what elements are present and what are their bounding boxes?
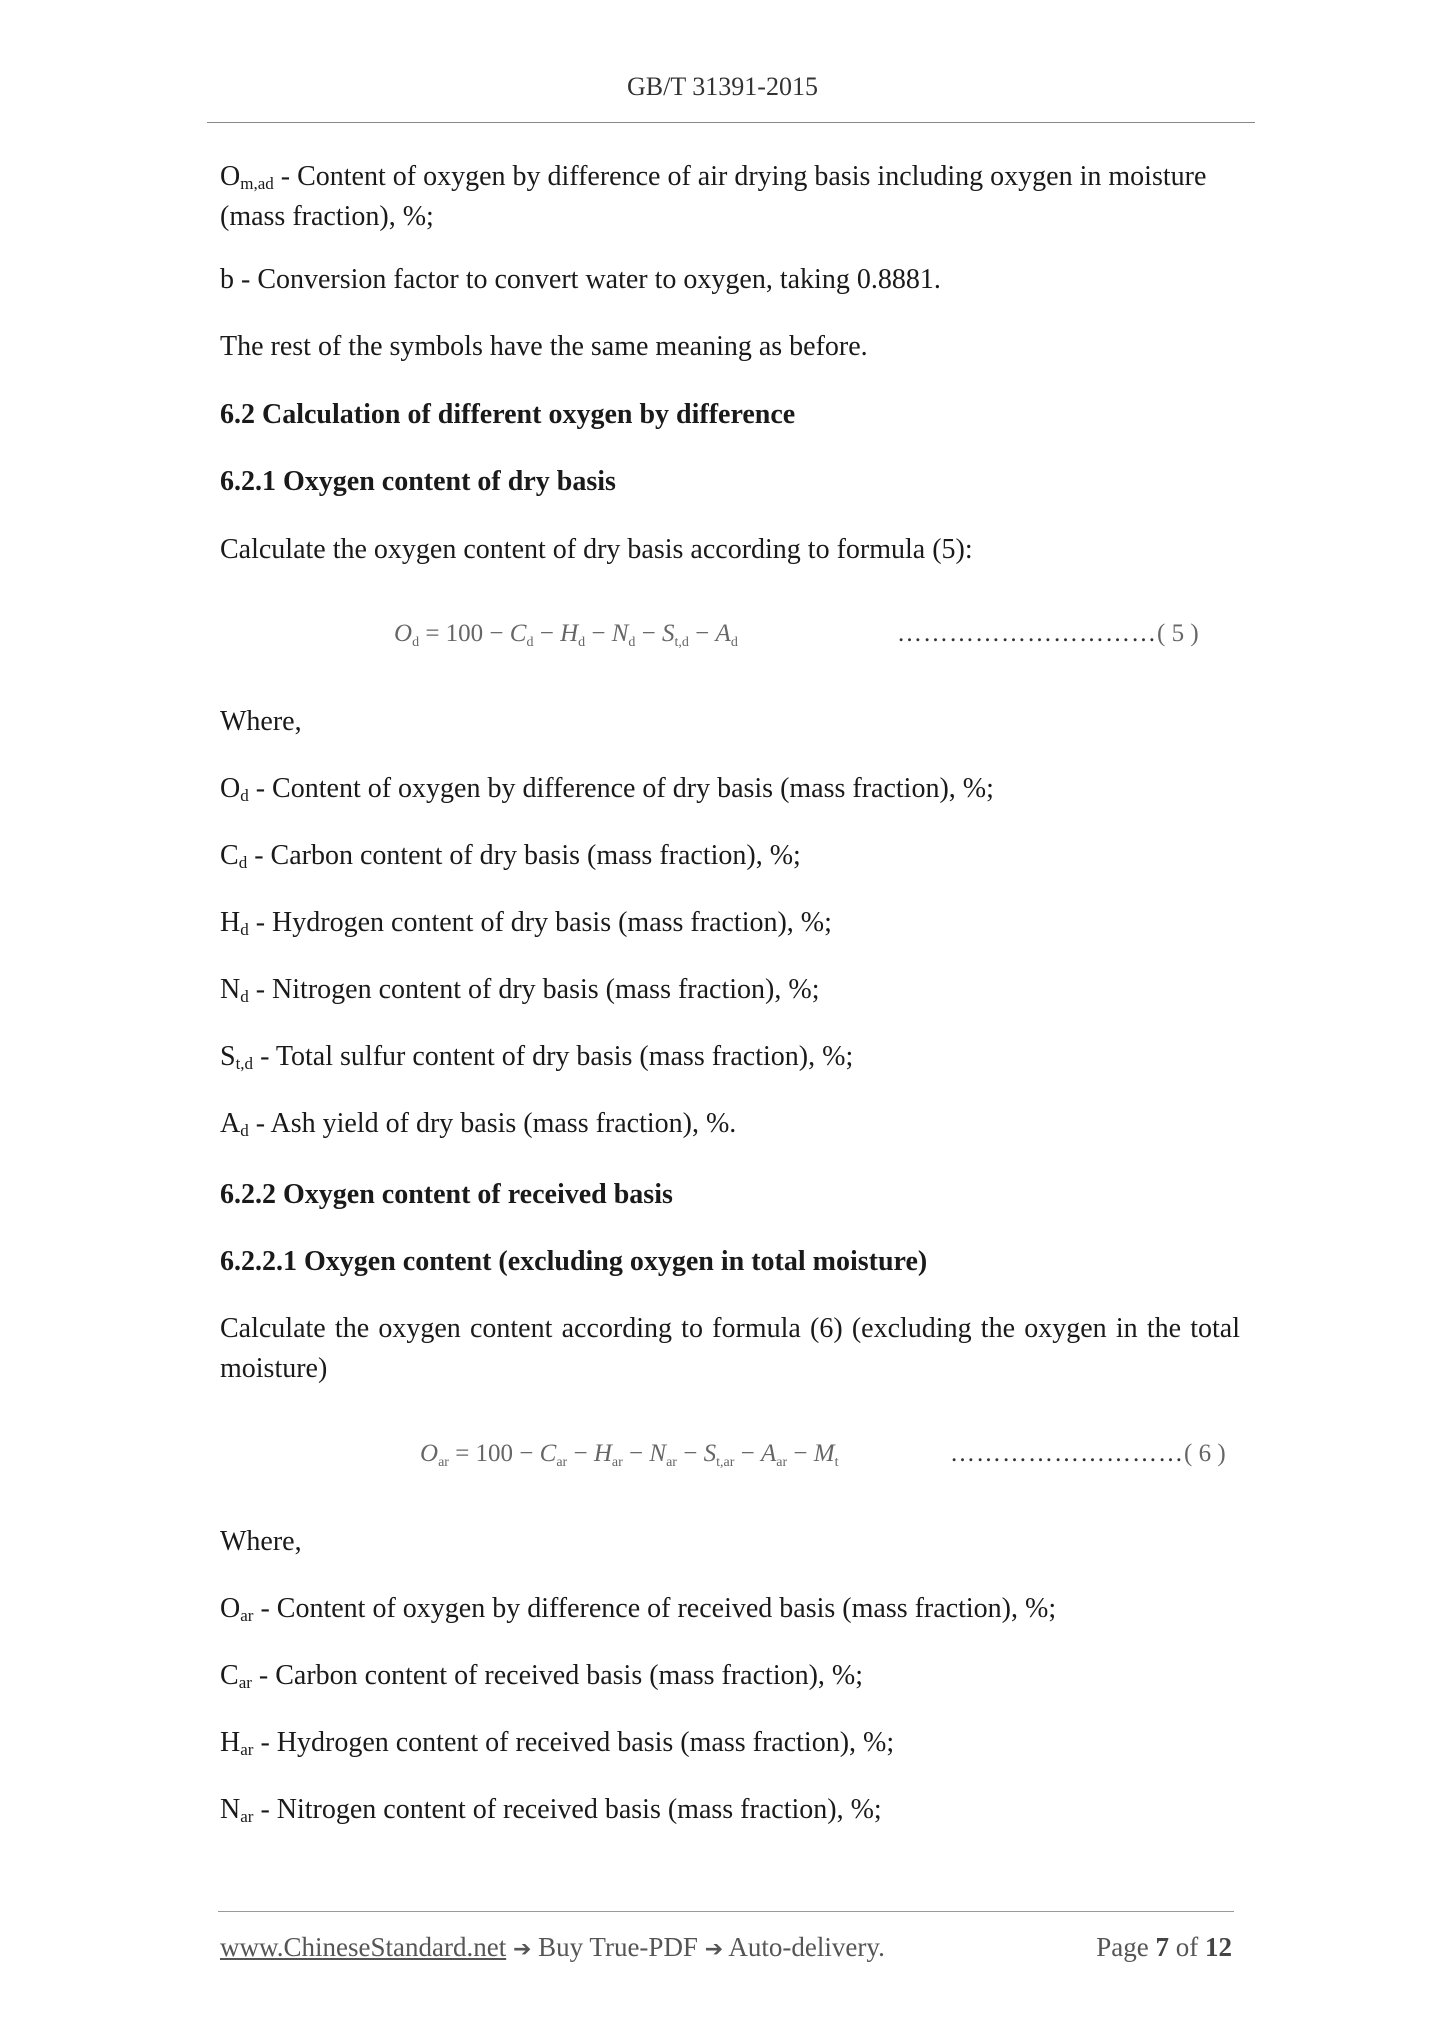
definition-item: $O_d$ - Content of oxygen by difference of dry basis (mass fraction), %; — [220, 773, 994, 805]
page-number: Page 7 of 12 — [1096, 1932, 1232, 1962]
formula-6: $O_{ar} = 100 - C_{ar} - H_{ar} - N_{ar} - S_{t,ar} - A_{ar} - M_t$ — [420, 1440, 839, 1470]
symbols-note: The rest of the symbols have the same meaning as before. — [220, 331, 868, 362]
definition-item: $O_{ar}$ - Content of oxygen by difference of received basis (mass fraction), %; — [220, 1593, 1057, 1625]
formula6-intro: Calculate the oxygen content according to formula (6) (excluding the oxygen in the total moisture) — [220, 1313, 1240, 1384]
formula-5: $O_d = 100 - C_d - H_d - N_d - S_{t,d} - A_d$ — [394, 620, 738, 650]
site-link[interactable]: www.ChineseStandard.net — [220, 1932, 507, 1962]
auto-delivery-text: Auto-delivery. — [723, 1932, 885, 1962]
definition-b: b - Conversion factor to convert water to oxygen, taking 0.8881. — [220, 264, 941, 295]
definition-item: $C_{ar}$ - Carbon content of received basis (mass fraction), %; — [220, 1660, 864, 1692]
header-divider — [207, 122, 1255, 123]
section-heading-6-2-2-1: 6.2.2.1 Oxygen content (excluding oxygen in total moisture) — [220, 1246, 928, 1277]
formula-5-number: …………………………( 5 ) — [897, 620, 1199, 647]
definition-om-ad: $O_{m,ad}$ - Content of oxygen by difference of air drying basis including oxygen in moisture (mass fraction), %; — [220, 161, 1207, 232]
page-header: GB/T 31391-2015 — [627, 72, 818, 101]
definition-item: $C_d$ - Carbon content of dry basis (mass fraction), %; — [220, 840, 801, 872]
formula-6-number: ………………………( 6 ) — [950, 1440, 1226, 1467]
where-label: Where, — [220, 706, 302, 737]
where-label: Where, — [220, 1526, 302, 1557]
definition-item: $N_{ar}$ - Nitrogen content of received basis (mass fraction), %; — [220, 1794, 882, 1826]
section-heading-6-2-1: 6.2.1 Oxygen content of dry basis — [220, 466, 616, 497]
arrow-icon: ➔ — [512, 1937, 532, 1962]
section-heading-6-2: 6.2 Calculation of different oxygen by difference — [220, 399, 796, 430]
footer-divider — [218, 1911, 1234, 1912]
page-footer — [220, 1932, 1232, 1963]
definition-item: $H_{ar}$ - Hydrogen content of received basis (mass fraction), %; — [220, 1727, 895, 1759]
definition-item: $A_d$ - Ash yield of dry basis (mass fraction), %. — [220, 1108, 737, 1140]
buy-pdf-text: Buy True-PDF — [531, 1932, 705, 1962]
definition-item: $S_{t,d}$ - Total sulfur content of dry basis (mass fraction), %; — [220, 1041, 854, 1073]
section-heading-6-2-2: 6.2.2 Oxygen content of received basis — [220, 1179, 673, 1210]
definition-item: $N_d$ - Nitrogen content of dry basis (mass fraction), %; — [220, 974, 820, 1006]
definition-item: $H_d$ - Hydrogen content of dry basis (mass fraction), %; — [220, 907, 832, 939]
formula5-intro: Calculate the oxygen content of dry basis according to formula (5): — [220, 534, 973, 565]
arrow-icon: ➔ — [704, 1937, 724, 1962]
